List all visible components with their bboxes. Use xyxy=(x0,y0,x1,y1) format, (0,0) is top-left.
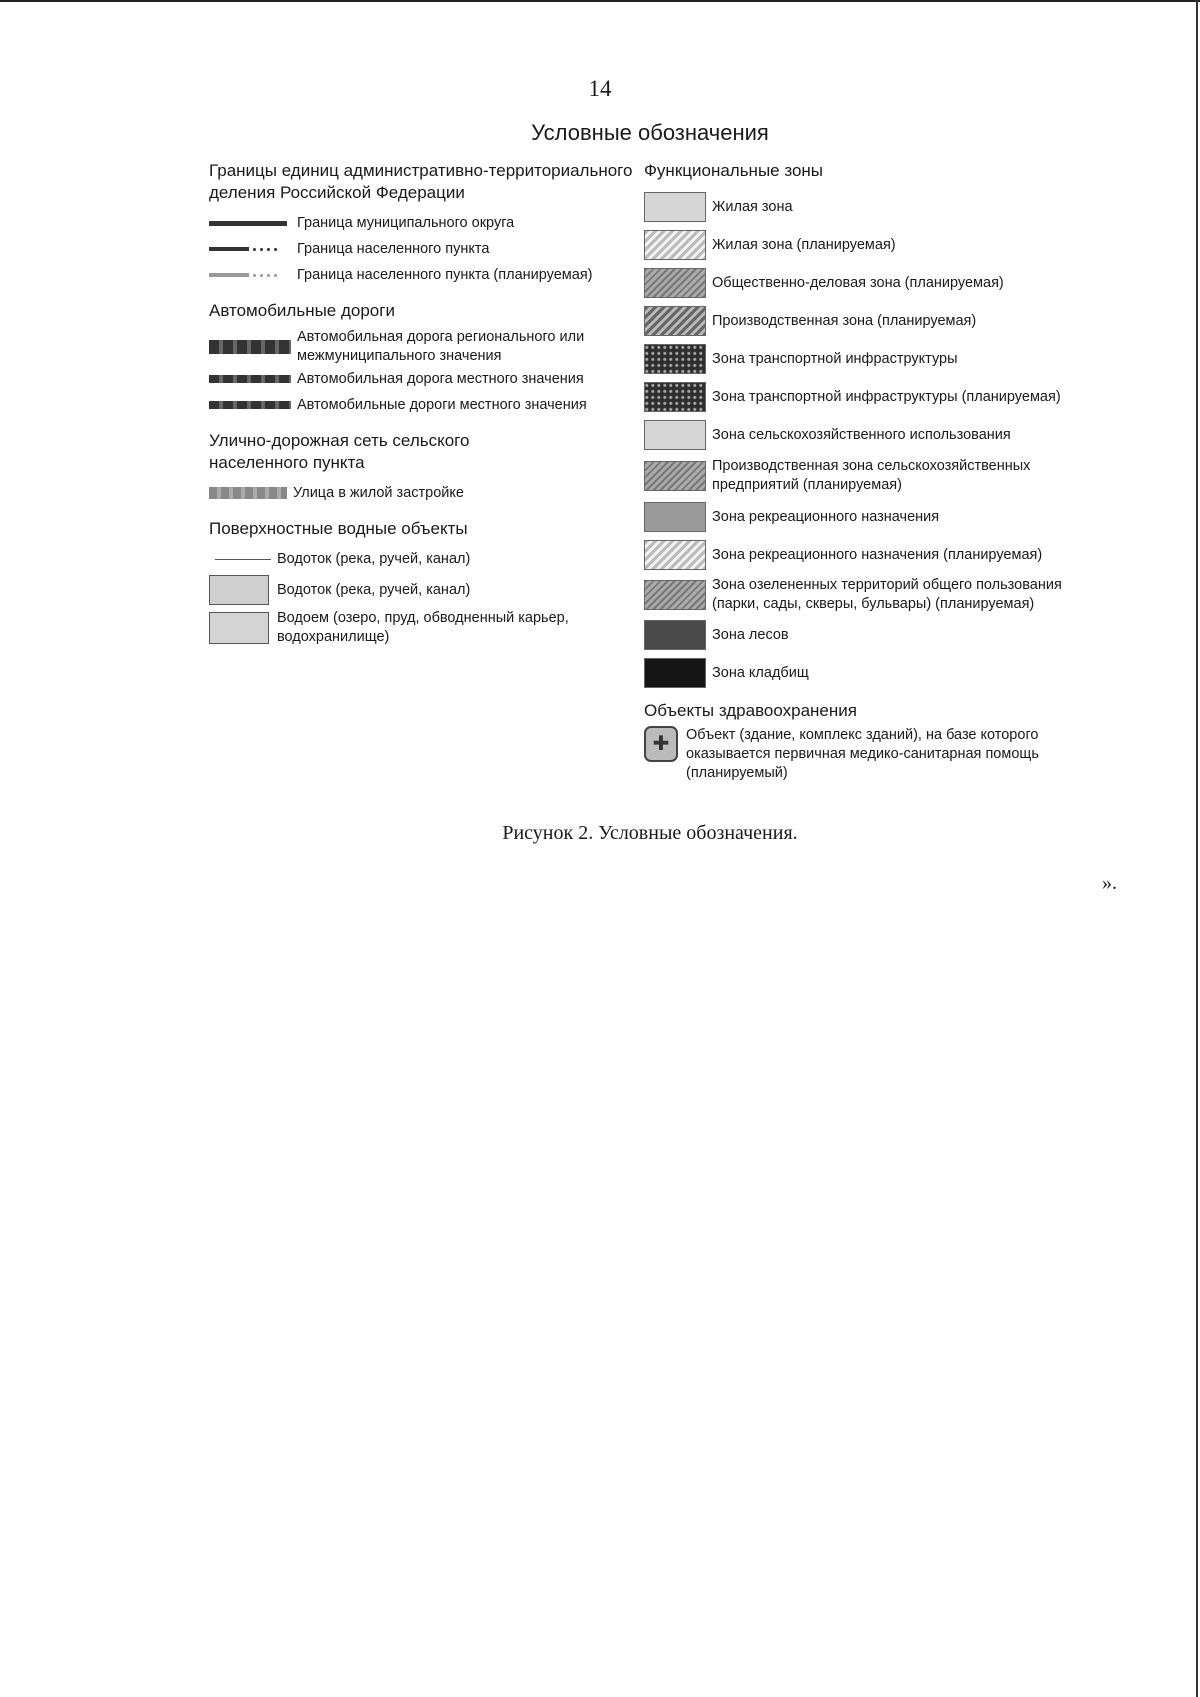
municipal-boundary-symbol xyxy=(209,221,291,226)
planned-residential-zone-swatch xyxy=(644,230,706,260)
legend-item-label: Зона озелененных территорий общего пользования (парки, сады, скверы, бульвары) (планируемая) xyxy=(712,577,1062,612)
local-road-symbol xyxy=(209,375,291,383)
legend-item-label: Граница населенного пункта xyxy=(297,240,490,257)
legend-item xyxy=(209,262,639,288)
legend-right-column xyxy=(644,160,1094,783)
recreation-zone-swatch xyxy=(644,502,706,532)
planned-transport-zone-swatch xyxy=(644,382,706,412)
legend-item xyxy=(644,498,1094,536)
closing-quote: ». xyxy=(1102,872,1117,894)
legend-item-label: Водоем (озеро, пруд, обводненный карьер, водохранилище) xyxy=(277,610,569,645)
legend-item xyxy=(209,608,639,648)
legend-item xyxy=(209,480,639,506)
legend-item-label: Автомобильные дороги местного значения xyxy=(297,396,587,413)
legend-item-label: Общественно-деловая зона (планируемая) xyxy=(712,274,1004,291)
legend-item-label: Автомобильная дорога регионального или межмуниципального значения xyxy=(297,329,585,364)
residential-street-symbol xyxy=(209,487,287,499)
green-areas-zone-swatch xyxy=(644,580,706,610)
section-heading-zones: Функциональные зоны xyxy=(644,161,824,180)
legend-item-label: Граница населенного пункта (планируемая) xyxy=(297,266,593,283)
planned-recreation-zone-swatch xyxy=(644,540,706,570)
legend-item xyxy=(644,302,1094,340)
page-border-top xyxy=(0,0,1200,2)
medical-facility-icon: ✚ xyxy=(644,726,678,762)
page-border-right xyxy=(1196,0,1198,1697)
industrial-zone-swatch xyxy=(644,306,706,336)
section-heading-health: Объекты здравоохранения xyxy=(644,701,857,720)
legend-item-label: Водоток (река, ручей, канал) xyxy=(277,581,471,598)
legend-item xyxy=(644,726,1094,783)
legend-item-label: Зона лесов xyxy=(712,626,789,643)
agri-industrial-zone-swatch xyxy=(644,461,706,491)
page-number: 14 xyxy=(588,76,612,101)
legend-item xyxy=(644,654,1094,692)
forest-zone-swatch xyxy=(644,620,706,650)
legend-item xyxy=(644,574,1094,616)
legend-item-label: Зона сельскохозяйственного использования xyxy=(712,426,1011,443)
planned-settlement-boundary-symbol xyxy=(209,273,291,277)
residential-zone-swatch xyxy=(644,192,706,222)
legend-item xyxy=(644,264,1094,302)
legend-item-label: Зона кладбищ xyxy=(712,664,809,681)
legend-item xyxy=(644,188,1094,226)
legend-item-label: Производственная зона сельскохозяйственных предприятий (планируемая) xyxy=(712,458,1031,493)
legend-item-label: Объект (здание, комплекс зданий), на базе которого оказывается первичная медико-санитарная помощь (планируемый) xyxy=(686,727,1039,781)
section-heading-boundaries: Границы единиц административно-территориального деления Российской Федерации xyxy=(209,161,633,202)
legend-item-label: Автомобильная дорога местного значения xyxy=(297,370,584,387)
legend-item xyxy=(209,236,639,262)
legend-item xyxy=(209,328,639,366)
watercourse-line-symbol xyxy=(209,559,271,560)
legend-item xyxy=(644,226,1094,264)
transport-zone-swatch xyxy=(644,344,706,374)
legend-item xyxy=(644,454,1094,498)
legend-item xyxy=(644,616,1094,654)
legend-item xyxy=(209,210,639,236)
water-body-symbol xyxy=(209,612,271,644)
legend-item-label: Производственная зона (планируемая) xyxy=(712,312,977,329)
legend-item xyxy=(644,378,1094,416)
figure-caption: Рисунок 2. Условные обозначения. xyxy=(502,822,798,844)
business-zone-swatch xyxy=(644,268,706,298)
legend-item-label: Жилая зона (планируемая) xyxy=(712,236,896,253)
legend-item xyxy=(644,536,1094,574)
legend-item xyxy=(644,416,1094,454)
section-heading-roads: Автомобильные дороги xyxy=(209,301,395,320)
legend-item xyxy=(644,340,1094,378)
legend-item xyxy=(209,392,639,418)
legend-left-column xyxy=(209,160,639,648)
legend-title: Условные обозначения xyxy=(531,120,769,145)
legend-item xyxy=(209,546,639,572)
regional-road-symbol xyxy=(209,340,291,354)
legend-item-label: Жилая зона xyxy=(712,198,793,215)
legend-item xyxy=(209,572,639,608)
cemetery-zone-swatch xyxy=(644,658,706,688)
settlement-boundary-symbol xyxy=(209,247,291,251)
local-roads-symbol xyxy=(209,401,291,409)
legend-item-label: Улица в жилой застройке xyxy=(293,484,464,501)
legend-item-label: Зона рекреационного назначения xyxy=(712,508,940,525)
legend-item xyxy=(209,366,639,392)
section-heading-street-network: Улично-дорожная сеть сельского населенного пункта xyxy=(209,431,470,472)
legend-item-label: Зона транспортной инфраструктуры (планируемая) xyxy=(712,388,1061,405)
legend-item-label: Граница муниципального округа xyxy=(297,214,515,231)
section-heading-water: Поверхностные водные объекты xyxy=(209,519,468,538)
legend-item-label: Водоток (река, ручей, канал) xyxy=(277,550,471,567)
agricultural-zone-swatch xyxy=(644,420,706,450)
legend-item-label: Зона транспортной инфраструктуры xyxy=(712,350,958,367)
watercourse-area-symbol xyxy=(209,575,271,605)
legend-item-label: Зона рекреационного назначения (планируемая) xyxy=(712,546,1043,563)
